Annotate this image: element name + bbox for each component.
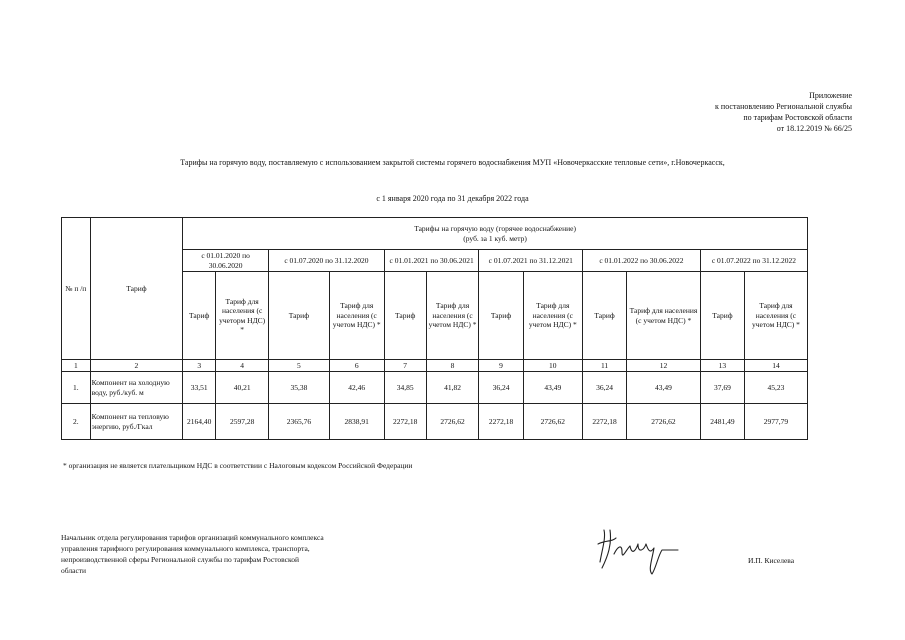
table-cell: 45,23	[744, 372, 807, 404]
column-number: 7	[384, 360, 426, 372]
table-cell: 34,85	[384, 372, 426, 404]
period-header: с 01.01.2021 по 30.06.2021	[384, 250, 479, 272]
period-header: с 01.01.2022 по 30.06.2022	[583, 250, 701, 272]
table-cell: 33,51	[183, 372, 216, 404]
column-number: 1	[62, 360, 91, 372]
subheader-population-tariff: Тариф для населения (с учетом НДС) *	[426, 272, 479, 360]
row-number: 1.	[62, 372, 91, 404]
row-name: Компонент на тепловую энергию, руб./Гкал	[90, 404, 183, 440]
position-line-4: области	[61, 566, 87, 575]
appendix-line-2: к постановлению Региональной службы	[715, 102, 852, 111]
subheader-tariff: Тариф	[269, 272, 330, 360]
subheader-population-tariff: Тариф для населения (с учетом НДС) *	[627, 272, 701, 360]
column-number: 5	[269, 360, 330, 372]
table-cell: 2272,18	[479, 404, 523, 440]
validity-period: с 1 января 2020 года по 31 декабря 2022 года	[376, 194, 529, 203]
table-cell: 2481,49	[700, 404, 744, 440]
header-group-line-1: Тарифы на горячую воду (горячее водоснабжение)	[414, 224, 576, 233]
table-cell: 2726,62	[426, 404, 479, 440]
signatory-position	[61, 532, 381, 576]
column-number: 6	[329, 360, 384, 372]
appendix-header	[715, 90, 852, 134]
column-number: 3	[183, 360, 216, 372]
header-group-line-2: (руб. за 1 куб. метр)	[463, 233, 527, 243]
table-cell: 2272,18	[384, 404, 426, 440]
subheader-tariff: Тариф	[479, 272, 523, 360]
column-number-row	[62, 360, 808, 372]
column-number: 14	[744, 360, 807, 372]
period-header: с 01.07.2021 по 31.12.2021	[479, 250, 583, 272]
subheader-tariff: Тариф	[583, 272, 627, 360]
document-title: Тарифы на горячую воду, поставляемую с использованием закрытой системы горячего водоснабжения МУП «Новочеркасские тепловые сети», г.Новочеркасск,	[180, 158, 725, 167]
row-name: Компонент на холодную воду, руб./куб. м	[90, 372, 183, 404]
table-cell: 43,49	[523, 372, 582, 404]
table-cell: 2597,28	[216, 404, 269, 440]
table-cell: 40,21	[216, 372, 269, 404]
signer-name: И.П. Киселева	[748, 556, 795, 565]
subheader-tariff: Тариф	[183, 272, 216, 360]
column-number: 2	[90, 360, 183, 372]
period-header: с 01.07.2020 по 31.12.2020	[269, 250, 385, 272]
table-cell: 2726,62	[627, 404, 701, 440]
header-tariff: Тариф	[90, 218, 183, 360]
footnote: * организация не является плательщиком НДС в соответствии с Налоговым кодексом Российской Федерации	[63, 461, 413, 470]
header-row-number: № п /п	[62, 218, 91, 360]
table-cell: 43,49	[627, 372, 701, 404]
subheader-population-tariff: Тариф для населения (с учетом НДС) *	[329, 272, 384, 360]
subheader-tariff: Тариф	[700, 272, 744, 360]
table-cell: 2838,91	[329, 404, 384, 440]
column-number: 12	[627, 360, 701, 372]
table-cell: 2272,18	[583, 404, 627, 440]
table-row	[62, 404, 808, 440]
subheader-tariff: Тариф	[384, 272, 426, 360]
table-cell: 41,82	[426, 372, 479, 404]
tariff-table	[61, 217, 808, 440]
period-header: с 01.07.2022 по 31.12.2022	[700, 250, 807, 272]
appendix-line-1: Приложение	[809, 91, 852, 100]
subheader-population-tariff: Тариф для населения (с учетом НДС) *	[523, 272, 582, 360]
position-line-2: управления тарифного регулирования коммунального комплекса, транспорта,	[61, 544, 310, 553]
table-cell: 36,24	[583, 372, 627, 404]
column-number: 13	[700, 360, 744, 372]
table-cell: 2977,79	[744, 404, 807, 440]
table-cell: 2365,76	[269, 404, 330, 440]
handwritten-signature	[592, 520, 682, 580]
row-number: 2.	[62, 404, 91, 440]
subheader-population-tariff: Тариф для населения (с учетом НДС) *	[744, 272, 807, 360]
position-line-3: непроизводственной сферы Региональной службы по тарифам Ростовской	[61, 555, 299, 564]
table-cell: 2164,40	[183, 404, 216, 440]
table-cell: 37,69	[700, 372, 744, 404]
table-cell: 2726,62	[523, 404, 582, 440]
position-line-1: Начальник отдела регулирования тарифов организаций коммунального комплекса	[61, 533, 324, 542]
appendix-line-4: от 18.12.2019 № 66/25	[776, 124, 852, 133]
table-row	[62, 372, 808, 404]
column-number: 11	[583, 360, 627, 372]
column-number: 4	[216, 360, 269, 372]
appendix-line-3: по тарифам Ростовской области	[743, 113, 852, 122]
column-number: 9	[479, 360, 523, 372]
column-number: 8	[426, 360, 479, 372]
table-cell: 35,38	[269, 372, 330, 404]
header-group	[183, 218, 808, 250]
table-cell: 36,24	[479, 372, 523, 404]
subheader-population-tariff: Тариф для населения (с учеторм НДС) *	[216, 272, 269, 360]
period-header: с 01.01.2020 по 30.06.2020	[183, 250, 269, 272]
table-cell: 42,46	[329, 372, 384, 404]
column-number: 10	[523, 360, 582, 372]
